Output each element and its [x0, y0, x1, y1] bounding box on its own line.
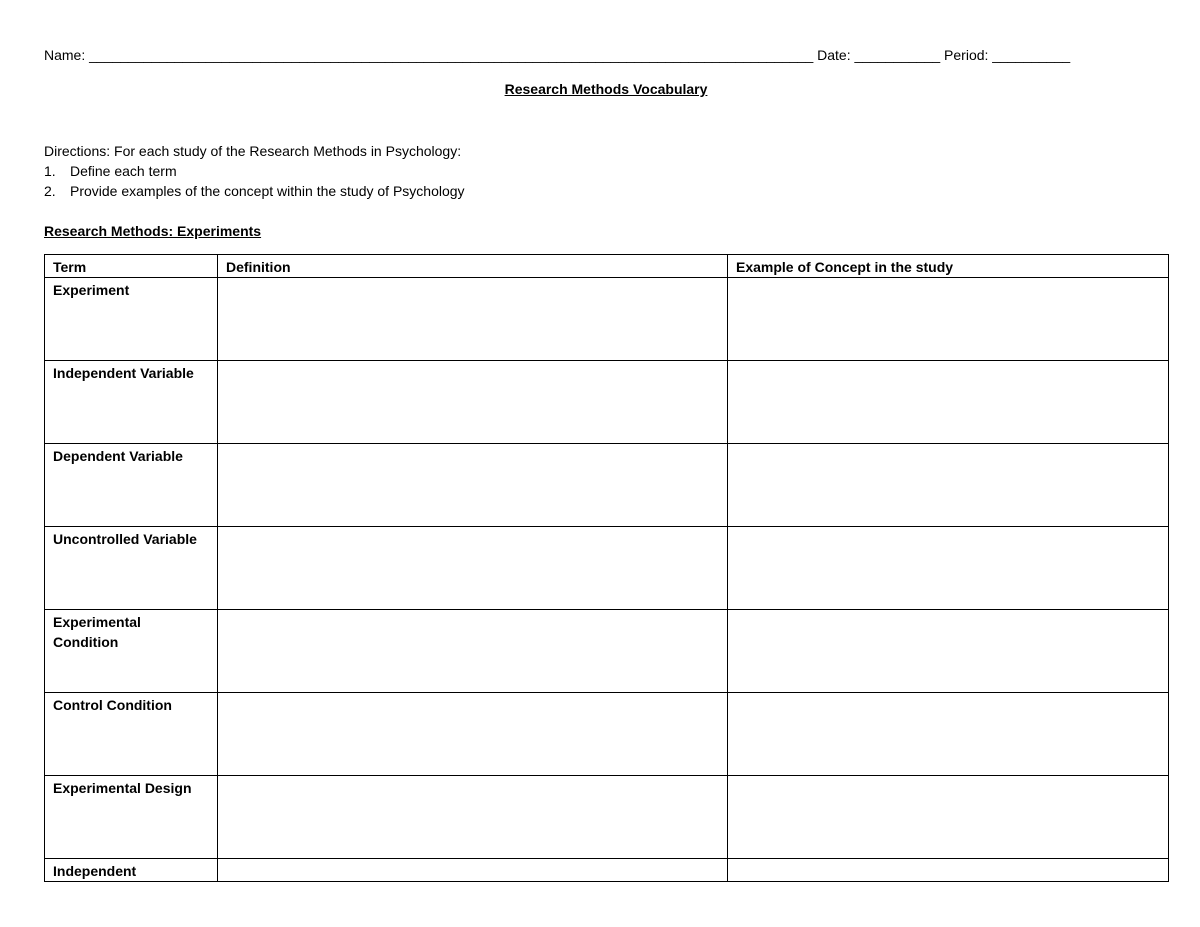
period-blank[interactable]: __________ [992, 47, 1071, 63]
student-info-line [44, 45, 1164, 65]
step-number: 1. [44, 163, 56, 179]
table-row [45, 527, 1169, 610]
definition-cell[interactable] [218, 776, 728, 859]
column-header-example: Example of Concept in the study [728, 255, 1169, 278]
vocabulary-table [44, 254, 1169, 882]
table-row [45, 361, 1169, 444]
column-header-definition: Definition [218, 255, 728, 278]
example-cell[interactable] [728, 693, 1169, 776]
table-row [45, 859, 1169, 882]
page-title: Research Methods Vocabulary [504, 81, 708, 97]
date-label: Date: [817, 47, 851, 63]
term-cell: Experimental Design [45, 776, 218, 859]
period-label: Period: [944, 47, 989, 63]
table-row [45, 776, 1169, 859]
name-blank[interactable]: _____________________________________________________________________________________________ [89, 47, 814, 63]
definition-cell[interactable] [218, 444, 728, 527]
example-cell[interactable] [728, 361, 1169, 444]
term-cell: Experimental Condition [45, 610, 218, 693]
definition-cell[interactable] [218, 859, 728, 882]
example-cell[interactable] [728, 527, 1169, 610]
table-row [45, 693, 1169, 776]
definition-cell[interactable] [218, 361, 728, 444]
definition-cell[interactable] [218, 693, 728, 776]
example-cell[interactable] [728, 859, 1169, 882]
table-row [45, 278, 1169, 361]
table-row [45, 610, 1169, 693]
term-cell: Control Condition [45, 693, 218, 776]
example-cell[interactable] [728, 444, 1169, 527]
step-text: Provide examples of the concept within the study of Psychology [70, 183, 465, 199]
directions-intro: Directions: For each study of the Research Methods in Psychology: [44, 143, 462, 159]
directions-step [44, 161, 465, 181]
definition-cell[interactable] [218, 610, 728, 693]
example-cell[interactable] [728, 776, 1169, 859]
definition-cell[interactable] [218, 278, 728, 361]
example-cell[interactable] [728, 278, 1169, 361]
term-cell: Independent [45, 859, 218, 882]
step-text: Define each term [70, 163, 177, 179]
example-cell[interactable] [728, 610, 1169, 693]
directions [44, 141, 465, 201]
table-header-row [45, 255, 1169, 278]
table-row [45, 444, 1169, 527]
directions-step [44, 181, 465, 201]
directions-list [44, 161, 465, 201]
column-header-term: Term [45, 255, 218, 278]
term-cell: Uncontrolled Variable [45, 527, 218, 610]
name-label: Name: [44, 47, 86, 63]
step-number: 2. [44, 183, 56, 199]
definition-cell[interactable] [218, 527, 728, 610]
date-blank[interactable]: ___________ [854, 47, 941, 63]
section-heading: Research Methods: Experiments [44, 223, 262, 239]
term-cell: Independent Variable [45, 361, 218, 444]
term-cell: Dependent Variable [45, 444, 218, 527]
term-cell: Experiment [45, 278, 218, 361]
